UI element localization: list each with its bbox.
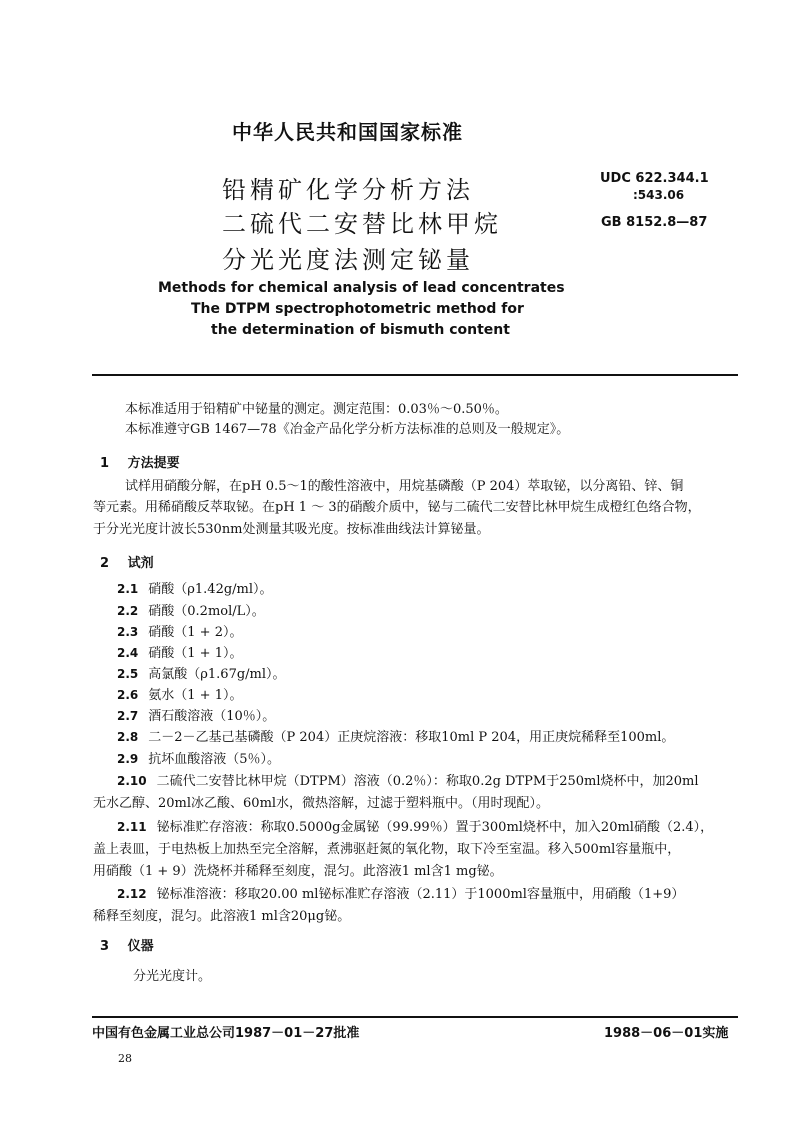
item-2-10-line-2: 无水乙醇、20ml冰乙酸、60ml水，微热溶解，过滤于塑料瓶中。（用时现配）。 [93, 796, 550, 811]
reagent-item-2-12 [117, 883, 684, 902]
section-2-heading [100, 552, 154, 571]
item-number: 2.3 [117, 625, 139, 639]
reagent-item [117, 726, 674, 745]
item-text-line-1: 铋标准溶液：移取20.00 ml铋标准贮存溶液（2.11）于1000ml容量瓶中，用硝酸（1+9） [156, 887, 685, 902]
item-text: 硝酸（1 + 1）。 [148, 646, 243, 661]
title-line-2: 二硫代二安替比林甲烷 [222, 210, 502, 238]
effective-date: 1988－06－01实施 [604, 1026, 729, 1041]
item-text-line-1: 二硫代二安替比林甲烷（DTPM）溶液（0.2％）：称取0.2g DTPM于250ml烧杯中，加20ml [156, 774, 699, 789]
english-title-line-2: The DTPM spectrophotometric method for [191, 301, 524, 317]
item-2-11-line-3: 用硝酸（1 + 9）洗烧杯并稀释至刻度，混匀。此溶液1 ml含1 mg铋。 [93, 864, 503, 879]
item-text: 高氯酸（ρ1.67g/ml）。 [148, 667, 286, 682]
intro-scope: 本标准适用于铅精矿中铋量的测定。测定范围：0.03％～0.50％。 [125, 402, 508, 417]
item-number: 2.4 [117, 646, 139, 660]
section-3-number: 3 [100, 939, 110, 954]
udc-code: UDC 622.344.1 [600, 171, 709, 186]
english-title-line-1: Methods for chemical analysis of lead concentrates [158, 280, 565, 296]
national-standard-label: 中华人民共和国国家标准 [232, 120, 463, 144]
section-3-title: 仪器 [127, 939, 154, 954]
section-1-number: 1 [100, 456, 110, 471]
item-number: 2.5 [117, 667, 139, 681]
reagent-item [117, 600, 265, 619]
item-text-line-1: 铋标准贮存溶液：称取0.5000g金属铋（99.99％）置于300ml烧杯中，加入20ml硝酸（2.4）， [156, 820, 714, 835]
item-text: 酒石酸溶液（10％）。 [148, 709, 276, 724]
udc-code-continued: :543.06 [633, 188, 685, 202]
item-number: 2.8 [117, 730, 139, 744]
reagent-item [117, 578, 273, 597]
section-1-heading [100, 452, 180, 471]
item-number: 2.11 [117, 820, 147, 834]
item-number: 2.9 [117, 752, 139, 766]
item-number: 2.2 [117, 604, 139, 618]
section-1-line-1: 试样用硝酸分解，在pH 0.5～1的酸性溶液中，用烷基磷酸（P 204）萃取铋，以分离铅、锌、铜 [125, 479, 684, 494]
item-text: 硝酸（1 + 2）。 [148, 625, 243, 640]
title-line-1: 铅精矿化学分析方法 [222, 176, 474, 204]
section-2-number: 2 [100, 556, 110, 571]
reagent-item [117, 621, 242, 640]
item-text: 硝酸（0.2mol/L）。 [148, 604, 265, 619]
title-line-3: 分光光度法测定铋量 [222, 246, 474, 274]
item-2-12-line-2: 稀释至刻度，混匀。此溶液1 ml含20μg铋。 [93, 909, 351, 924]
approval-statement: 中国有色金属工业总公司1987－01－27批准 [92, 1026, 360, 1041]
reagent-item [117, 684, 242, 703]
section-3-text: 分光光度计。 [133, 969, 212, 984]
item-text: 二－2－乙基己基磷酸（P 204）正庚烷溶液：移取10ml P 204，用正庚烷稀释至100ml。 [148, 730, 675, 745]
item-2-11-line-2: 盖上表皿，于电热板上加热至完全溶解，煮沸驱赶氮的氧化物，取下冷至室温。移入500ml容量瓶中， [93, 842, 681, 857]
reagent-item [117, 705, 275, 724]
item-number: 2.12 [117, 887, 147, 901]
section-1-line-3: 于分光光度计波长530nm处测量其吸光度。按标准曲线法计算铋量。 [93, 522, 490, 537]
item-text: 抗坏血酸溶液（5％）。 [148, 752, 281, 767]
reagent-item [117, 748, 280, 767]
footer-divider [92, 1016, 738, 1018]
page-number: 28 [118, 1052, 132, 1065]
reagent-item [117, 663, 286, 682]
header-divider [92, 374, 738, 376]
section-1-title: 方法提要 [127, 456, 180, 471]
item-number: 2.7 [117, 709, 139, 723]
item-number: 2.1 [117, 582, 139, 596]
item-text: 硝酸（ρ1.42g/ml）。 [148, 582, 273, 597]
item-number: 2.10 [117, 774, 147, 788]
gb-code: GB 8152.8—87 [601, 215, 708, 230]
item-number: 2.6 [117, 688, 139, 702]
intro-compliance: 本标准遵守GB 1467—78《冶金产品化学分析方法标准的总则及一般规定》。 [125, 422, 570, 437]
section-3-heading [100, 935, 154, 954]
section-1-line-2: 等元素。用稀硝酸反萃取铋。在pH 1 ～ 3的硝酸介质中，铋与二硫代二安替比林甲烷生成橙红色络合物， [93, 500, 701, 515]
item-text: 氨水（1 + 1）。 [148, 688, 243, 703]
reagent-item-2-10 [117, 770, 699, 789]
reagent-item [117, 642, 242, 661]
reagent-item-2-11 [117, 816, 713, 835]
section-2-title: 试剂 [127, 556, 154, 571]
english-title-line-3: the determination of bismuth content [211, 322, 510, 338]
